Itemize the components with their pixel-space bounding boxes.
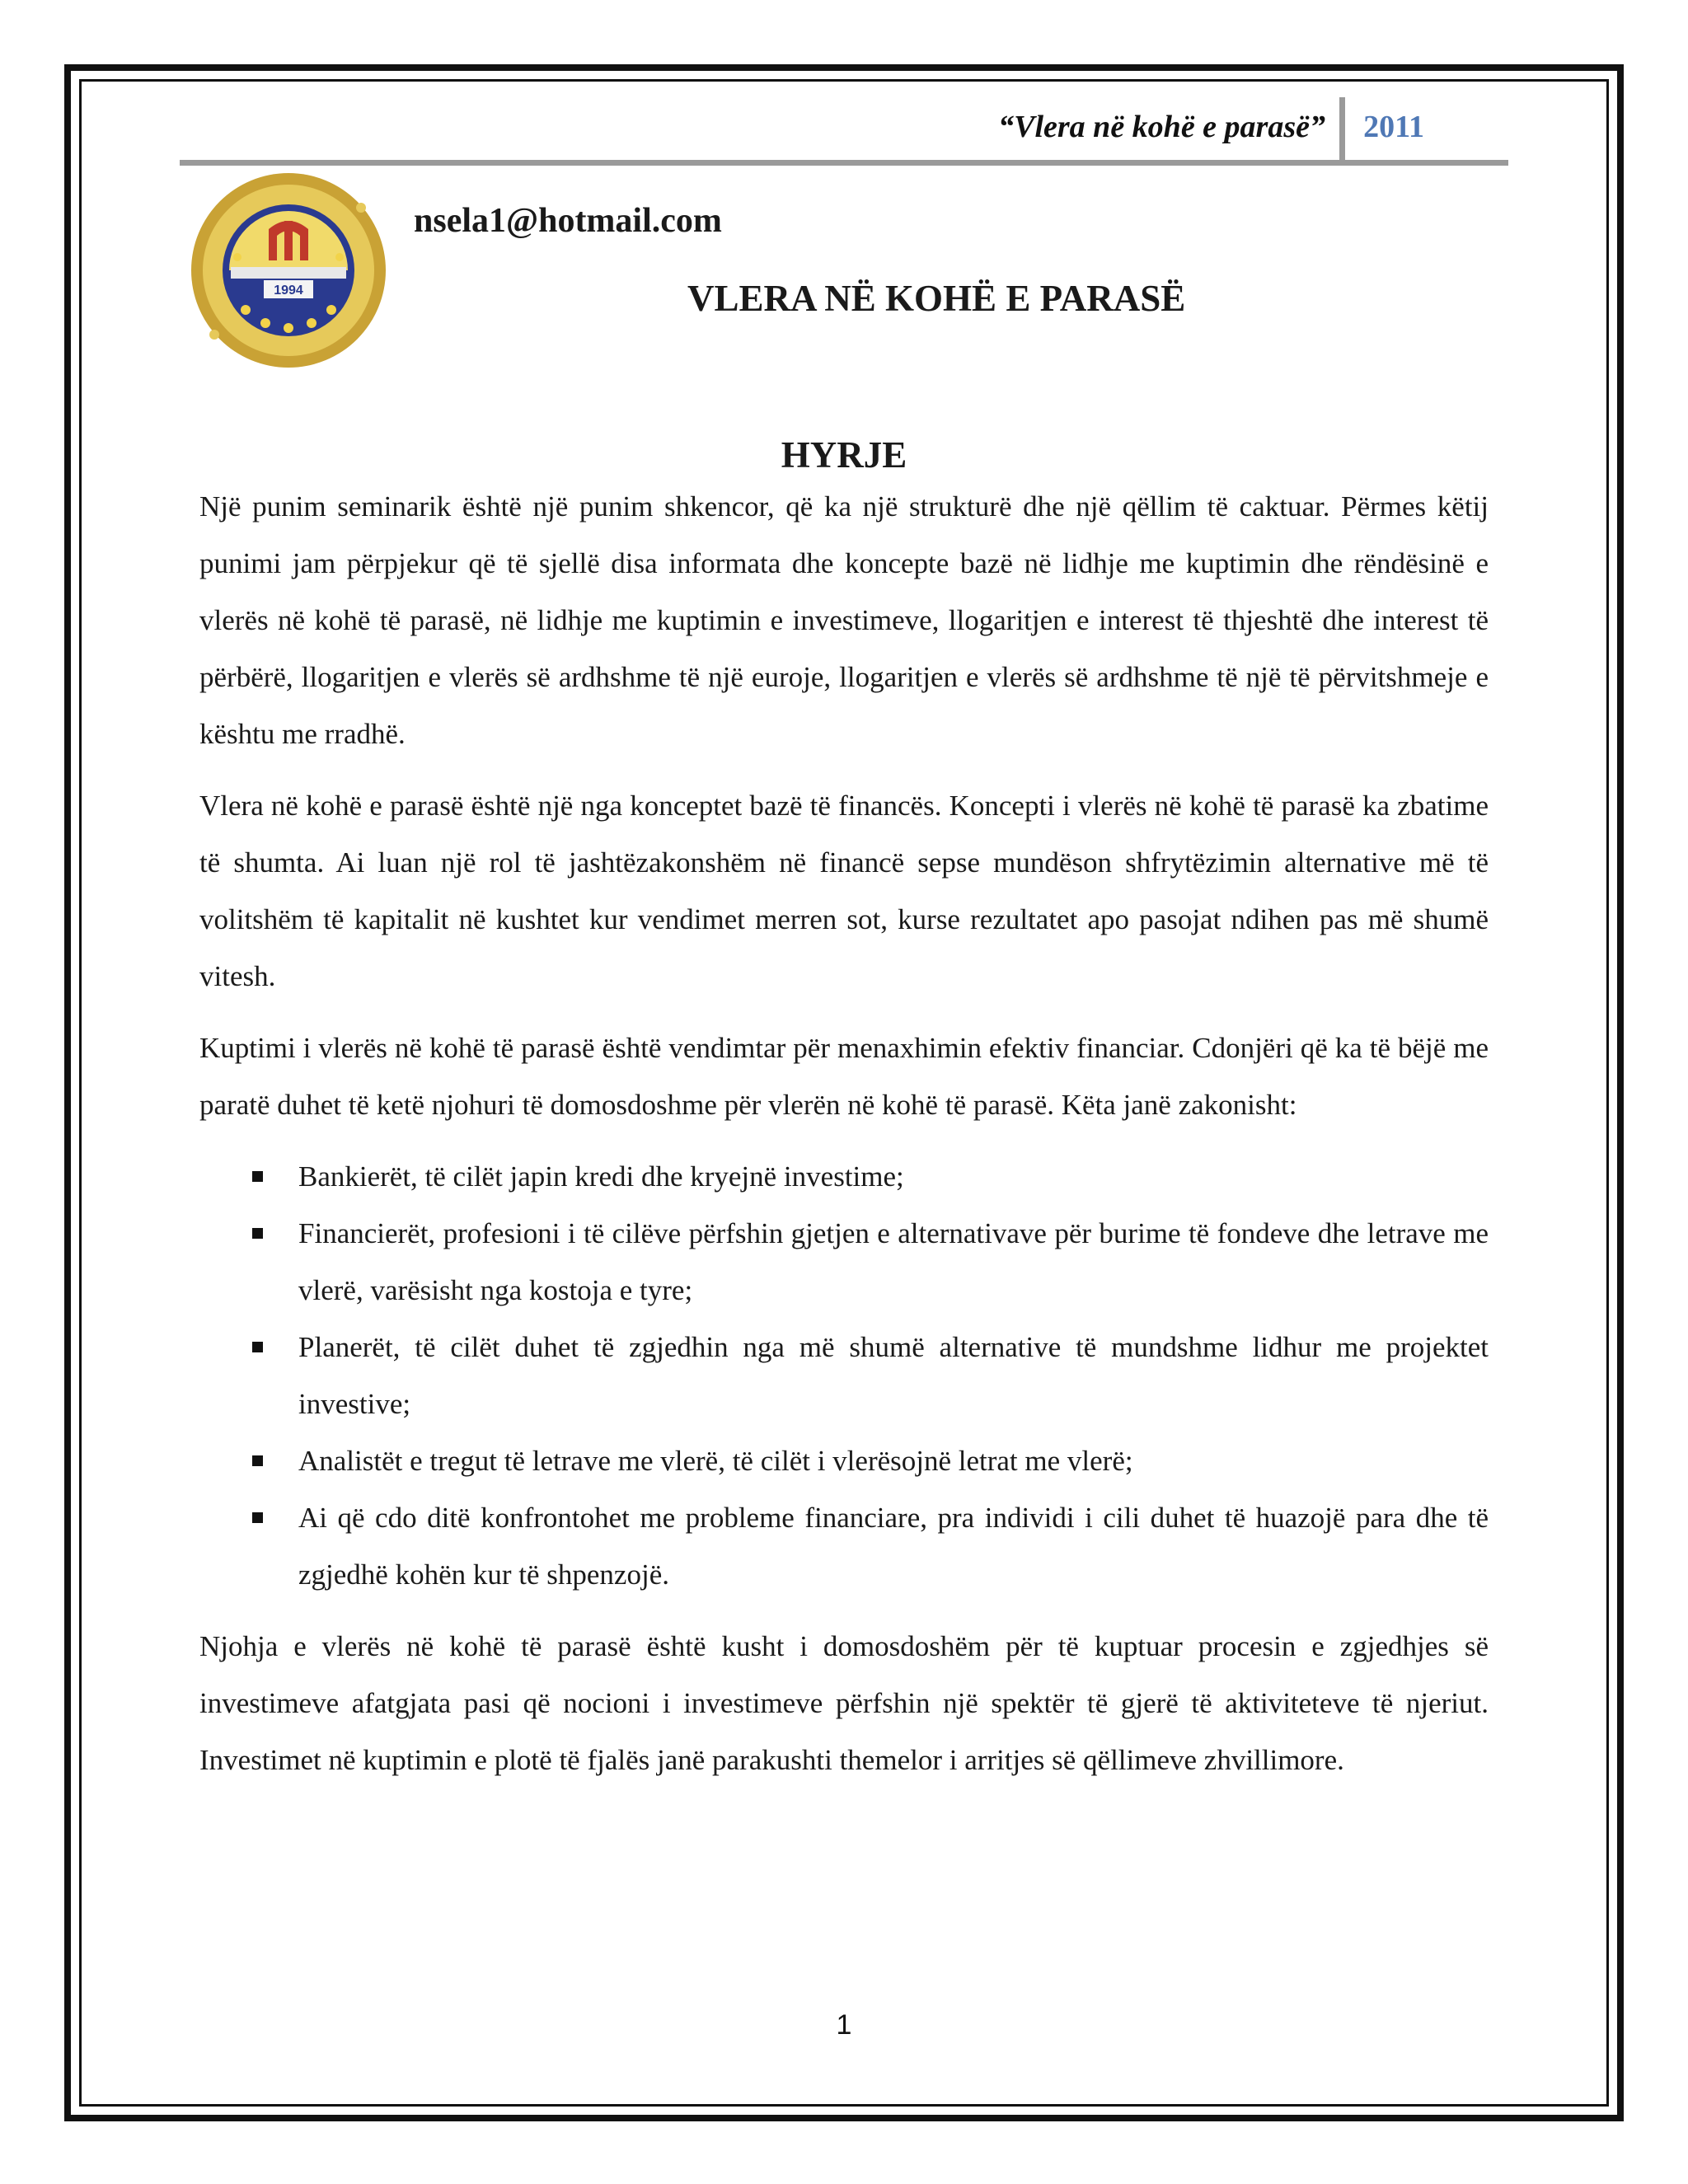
list-item-text: Planerët, të cilët duhet të zgjedhin nga më shumë alternative të mundshme lidhur me projektet investive; xyxy=(298,1331,1489,1420)
header-separator xyxy=(1339,97,1345,162)
header-year: 2011 xyxy=(1363,110,1424,144)
paragraph: Kuptimi i vlerës në kohë të parasë është vendimtar për menaxhimin efektiv financiar. Cdonjëri që ka të bëjë me paratë duhet të ketë njohuri të domosdoshme për vlerën në kohë të parasë. Këta janë zakonisht: xyxy=(199,1032,1489,1121)
square-bullet-icon xyxy=(252,1455,263,1466)
list-item xyxy=(298,1205,1489,1319)
square-bullet-icon xyxy=(252,1342,263,1352)
square-bullet-icon xyxy=(252,1512,263,1523)
closing-paragraph: Njohja e vlerës në kohë të parasë është kusht i domosdoshëm për të kuptuar procesin e zgjedhjes së investimeve afatgjata pasi që nocioni i investimeve përfshin një spektër të gjerë të aktiviteteve të njeriut. Investimet në kuptimin e plotë të fjalës janë parakushti themelor i arritjes së qëllimeve zhvillimore. xyxy=(199,1630,1489,1776)
section-heading: HYRJE xyxy=(781,434,907,476)
logo-year-text: 1994 xyxy=(274,284,303,298)
list-item xyxy=(298,1432,1489,1489)
square-bullet-icon xyxy=(252,1228,263,1239)
paragraph: Një punim seminarik është një punim shkencor, që ka një strukturë dhe një qëllim të caktuar. Përmes këtij punimi jam përpjekur që të sjellë disa informata dhe koncepte bazë në lidhje me kuptimin dhe rëndësinë e vlerës në kohë të parasë, në lidhje me kuptimin e investimeve, llogaritjen e interest të thjeshtë dhe interest të përbërë, llogaritjen e vlerës së ardhshme të një euroje, llogaritjen e vlerës së ardhshme të një të përvitshmeje e kështu me rradhë. xyxy=(199,490,1489,750)
list-item-text: Analistët e tregut të letrave me vlerë, të cilët i vlerësojnë letrat me vlerë; xyxy=(298,1445,1133,1477)
bullet-list xyxy=(199,1148,1489,1603)
document-body xyxy=(199,478,1489,1803)
list-item xyxy=(298,1148,1489,1205)
square-bullet-icon xyxy=(252,1171,263,1182)
header-rule xyxy=(180,160,1508,166)
running-header xyxy=(180,97,1508,165)
author-email[interactable]: nsela1@hotmail.com xyxy=(414,202,722,240)
institution-seal-logo xyxy=(188,170,389,371)
list-item-text: Financierët, profesioni i të cilëve përfshin gjetjen e alternativave për burime të fondeve dhe letrave me vlerë, varësisht nga kostoja e tyre; xyxy=(298,1217,1489,1306)
list-item xyxy=(298,1489,1489,1603)
list-item xyxy=(298,1319,1489,1432)
paragraph: Vlera në kohë e parasë është një nga konceptet bazë të financës. Koncepti i vlerës në kohë të parasë ka zbatime të shumta. Ai luan një rol të jashtëzakonshëm në financë sepse mundëson shfrytëzimin alternative më të volitshëm të kapitalit në kushtet kur vendimet merren sot, kurse rezultatet apo pasojat ndihen pas më shumë vitesh. xyxy=(199,790,1489,992)
page-number: 1 xyxy=(836,2009,852,2041)
list-item-text: Bankierët, të cilët japin kredi dhe kryejnë investime; xyxy=(298,1160,904,1193)
document-title: VLERA NË KOHË E PARASË xyxy=(687,278,1186,319)
header-title: “Vlera në kohë e parasë” xyxy=(998,110,1325,144)
list-item-text: Ai që cdo ditë konfrontohet me probleme financiare, pra individi i cili duhet të huazojë para dhe të zgjedhë kohën kur të shpenzojë. xyxy=(298,1502,1489,1591)
